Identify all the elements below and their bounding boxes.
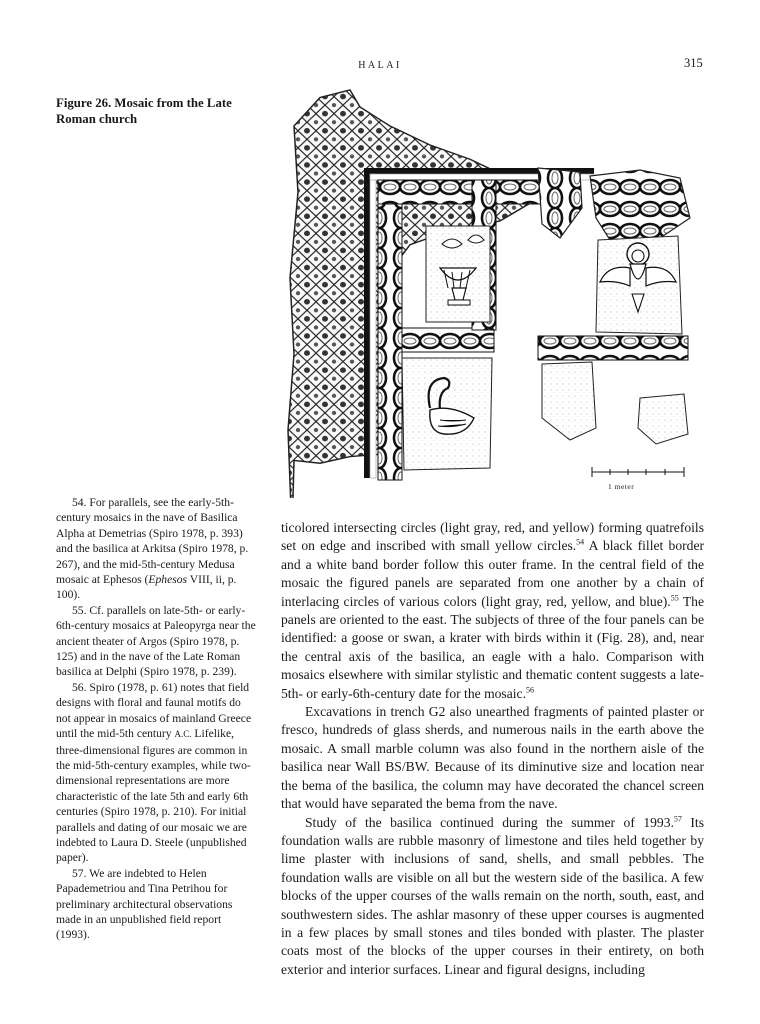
fragment-bottom-right-b [638, 394, 688, 444]
main-text [281, 519, 704, 979]
paragraph-3: Study of the basilica continued during the summer of 1993.57 Its foundation walls are rubble masonry of limestone and tiles held together by lime plaster with inclusions of sand, shells, and small pebbles. The foundation walls are visible on all but the western side of the basilica. A few blocks of the upper courses of the walls remain on the north, south, east, and southwestern sides. The ashlar masonry of these upper courses is augmented in a few places by small stones and tiles bonded with plaster. The plaster coats most of the blocks of the upper courses in their entirety, on both exterior and interior surfaces. Linear and figural designs, including [281, 813, 704, 977]
page-number: 315 [684, 56, 703, 70]
figure-caption: Figure 26. Mosaic from the Late Roman church [56, 96, 232, 126]
running-head: HALAI [358, 60, 402, 71]
fragment-bottom-right-a [542, 362, 596, 440]
chain-border-vertical [378, 180, 402, 480]
mosaic-figure [280, 88, 700, 498]
fragment-top-right-b [590, 170, 690, 240]
footnote-57: 57. We are indebted to Helen Papademetriou and Tina Petrihou for preliminary architectural observations made in an unpublished field report (1993). [56, 866, 233, 942]
footnote-56: 56. Spiro (1978, p. 61) notes that field designs with floral and faunal motifs do not appear in mosaics of mainland Greece until the mid-5th century A.C. Lifelike, three-dimensional figures are common in the mid-5th-century examples, while two-dimensional representations are more characteristic of the late 5th and early 6th centuries (Spiro 1978, p. 210). For initial parallels and dating of our mosaic we are indebted to Laura D. Steele (unpublished paper). [56, 680, 252, 865]
panel-goose-or-swan [402, 358, 492, 470]
footnote-55: 55. Cf. parallels on late-5th- or early-6th-century mosaics at Paleopyrga near the ancient theater of Argos (Spiro 1978, p. 125) and in the nave of the Late Roman basilica at Delphi (Spiro 1978, p. 239). [56, 603, 256, 679]
footnote-ref-56[interactable]: 56 [525, 685, 534, 695]
fillet-border-vertical [364, 168, 370, 478]
paragraph-1: ticolored intersecting circles (light gray, red, and yellow) forming quatrefoils set on edge and inscribed with small yellow circles.$^{54}$ A black fillet border and a white band border follow this outer frame. In the central field of the mosaic the figured panels are separated from one another by a chain of interlacing circles of various colors (light gray, red, yellow, and blue).$^{55}$ The panels are oriented to the east. The subjects of three of the four panels can be identified: a goose or swan, a krater with birds within it (Fig. 28), and, near the central axis of the basilica, an eagle with a halo. Comparison with mosaics elsewhere with similar stylistic and thematic content suggests a late-5th- or early-6th-century date for the mosaic.$^{56}$ [281, 520, 705, 701]
footnote-ref-55[interactable]: 55 [670, 593, 679, 603]
chain-divider-right [538, 336, 688, 360]
footnote-54: 54. For parallels, see the early-5th-century mosaics in the nave of Basilica Alpha at Demetrias (Spiro 1978, p. 393) and the basilica at Arkitsa (Spiro 1978, p. 267), and the mid-5th-century Medusa mosaic at Ephesos (Ephesos VIII, ii, p. 100). [56, 496, 249, 602]
scale-label: 1 meter [608, 482, 635, 491]
chain-divider-middle [402, 328, 494, 352]
scale-bar [592, 467, 684, 477]
paragraph-2: Excavations in trench G2 also unearthed fragments of painted plaster or fresco, hundreds of glass sherds, and numerous nails in the earth above the mosaic. A small marble column was also found in the northern aisle of the basilica near Wall BS/BW. Because of its diminutive size and location near the bema of the basilica, the column may have decorated the chancel screen that would have separated the bema from the nave. [281, 704, 704, 812]
panel-eagle-with-halo [596, 236, 682, 334]
white-band-vertical [370, 174, 376, 478]
footnote-ref-57[interactable]: 57 [673, 813, 682, 823]
panel-krater-with-birds [426, 226, 490, 322]
fragment-top-right-a [538, 168, 582, 238]
footnotes [56, 495, 256, 943]
footnote-ref-54[interactable]: 54 [576, 537, 585, 547]
